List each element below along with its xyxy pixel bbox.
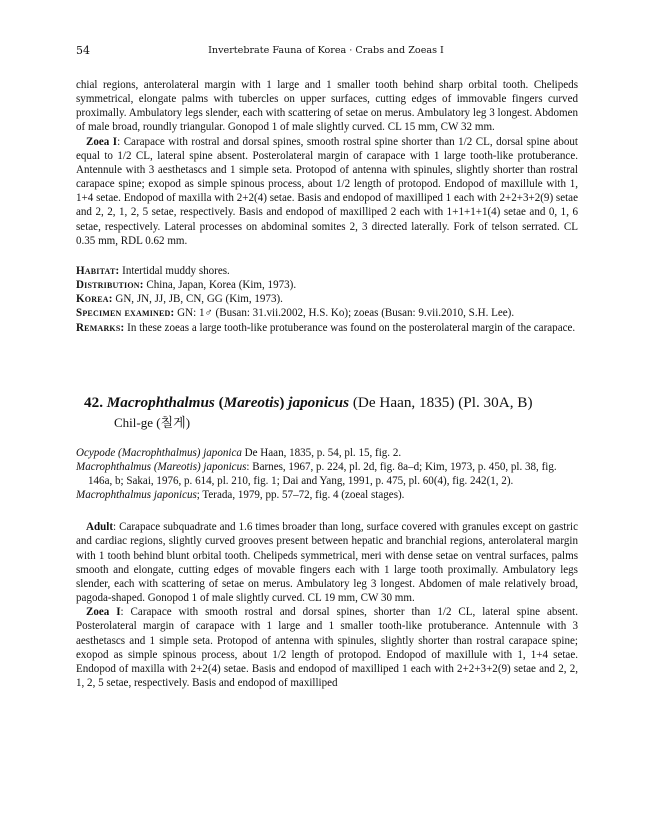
synonym-ref: De Haan, 1835, p. 54, pl. 15, fig. 2.	[241, 446, 402, 459]
vernacular-name: Chil-ge (칠게)	[114, 414, 191, 430]
species-number: 42.	[84, 393, 103, 411]
zoea-i-text: : Carapace with smooth rostral and dorsal spines, shorter than 1/2 CL, lateral spine absent. Posterolateral margin of carapace with 1 large and 1 smaller tooth-like protuberance. Antennule with 3 aesthetascs and 1 simple seta. Protopod of antenna with spinules, slightly shorter than rostral carapace spine; exopod as simple spinous process, about 1/2 length of protopod. Endopod of maxillule with 1, 1+4 setae. Endopod of maxilla with 2+2(4) setae. Basis and endopod of maxilliped 1 each with 2+2+3+2(9) setae and 2, 2, 1, 2, 5 setae, respectively. Basis and endopod of maxilliped	[76, 606, 578, 689]
habitat-line	[76, 264, 578, 278]
synonym-ref: : Barnes, 1967, p. 224, pl. 2d, fig. 8a–d; Kim, 1973, p. 450, pl. 38, fig. 146a, b; Sakai, 1976, p. 614, pl. 210, fig. 1; Dai and Yang, 1991, p. 475, pl. 60(4), fig. 242(1, 2).	[88, 460, 557, 487]
species-authority: (De Haan, 1835) (Pl. 30A, B)	[349, 393, 533, 411]
species-title	[84, 393, 578, 412]
zoea-i-description	[76, 605, 578, 690]
synonymy-entry	[76, 488, 578, 502]
adult-label: Adult	[86, 521, 114, 534]
zoea-i-label: Zoea I	[86, 606, 121, 619]
species-subgenus: (Mareotis)	[218, 393, 285, 411]
zoea-text: : Carapace with rostral and dorsal spines, smooth rostral spine shorter than 1/2 CL, dorsal spine about equal to 1/2 CL, lateral spine absent. Posterolateral margin of carapace with 1 large tooth-like protuberance. Antennule with 3 aesthetascs and 1 simple seta. Protopod of antenna with spinules, slightly shorter than rostral carapace spine; exopod as simple spinous process, about 1/2 length of protopod. Endopod of maxillule with 1, 1+4 setae. Endopod of maxilla with 2+2(4) setae. Basis and endopod of maxilliped 1 each with 2+2+3+2(9) setae and 2, 2, 1, 2, 5 setae, respectively. Basis and endopod of maxilliped 2 each with 1+1+1+1(4) setae and 0, 1, 6 setae, respectively. Lateral processes on abdominal somites 2, 3 directed laterally. Fork of telson serrated. CL 0.35 mm, RDL 0.62 mm.	[76, 135, 578, 247]
running-title: Invertebrate Fauna of Korea · Crabs and Zoeas I	[208, 45, 444, 56]
synonymy-entry	[76, 446, 578, 460]
distribution-label: Distribution:	[76, 279, 144, 292]
remarks-text: In these zoeas a large tooth-like protuberance was found on the posterolateral margin of the carapace.	[124, 321, 576, 334]
page-number: 54	[76, 44, 90, 57]
species-epithet: japonicus	[288, 393, 350, 411]
habitat-label: Habitat:	[76, 264, 120, 277]
synonym-name: Macrophthalmus (Mareotis) japonicus	[76, 460, 247, 473]
adult-description	[76, 520, 578, 605]
korea-text: GN, JN, JJ, JB, CN, GG (Kim, 1973).	[112, 293, 283, 306]
adult-text: : Carapace subquadrate and 1.6 times broader than long, surface covered with granules except on gastric and cardiac regions, slightly curved grooves present between hepatic and branchial regions, anterolateral margin with 1 tooth behind blunt orbital tooth. Chelipeds symmetrical, meri with dense setae on ventral surfaces, palms smooth and elongate, cutting edges of movable fingers each with 1 large tooth proximally. Ambulatory legs slender, each with scattering of setae on merus. Ambulatory leg 3 longest. Abdomen of male relatively broad, pagoda-shaped. Gonopod 1 of male slightly curved. CL 19 mm, CW 30 mm.	[76, 521, 578, 605]
adult-description-continued: chial regions, anterolateral margin with 1 large and 1 smaller tooth behind sharp orbital tooth. Chelipeds symmetrical, elongate palms with tubercles on upper surfaces, cutting edges of immovable fingers curved proximally. Ambulatory legs slender, each with scattering of setae on merus. Ambulatory leg 3 longest. Abdomen of male broad, roundly triangular. Gonopod 1 of male slightly curved. CL 15 mm, CW 32 mm.	[76, 79, 578, 134]
specimen-text: GN: 1♂ (Busan: 31.vii.2002, H.S. Ko); zoeas (Busan: 9.vii.2010, S.H. Lee).	[174, 307, 515, 320]
remarks-line	[76, 321, 578, 335]
korea-line	[76, 292, 578, 306]
habitat-text: Intertidal muddy shores.	[119, 264, 230, 277]
distribution-line	[76, 278, 578, 292]
synonym-ref: ; Terada, 1979, pp. 57–72, fig. 4 (zoeal stages).	[196, 489, 405, 502]
distribution-text: China, Japan, Korea (Kim, 1973).	[143, 279, 297, 292]
zoea-label: Zoea I	[86, 135, 118, 148]
remarks-label: Remarks:	[76, 321, 125, 334]
page-body	[76, 78, 578, 690]
korea-label: Korea:	[76, 293, 113, 306]
specimen-label: Specimen examined:	[76, 307, 175, 320]
species-genus: Macrophthalmus	[106, 393, 215, 411]
zoea-description	[76, 135, 578, 248]
specimen-line	[76, 306, 578, 320]
synonym-name: Ocypode (Macrophthalmus) japonica	[76, 446, 242, 459]
synonymy-list	[76, 446, 578, 503]
synonym-name: Macrophthalmus japonicus	[76, 489, 197, 502]
synonymy-entry	[76, 460, 578, 488]
page-header	[76, 44, 576, 60]
